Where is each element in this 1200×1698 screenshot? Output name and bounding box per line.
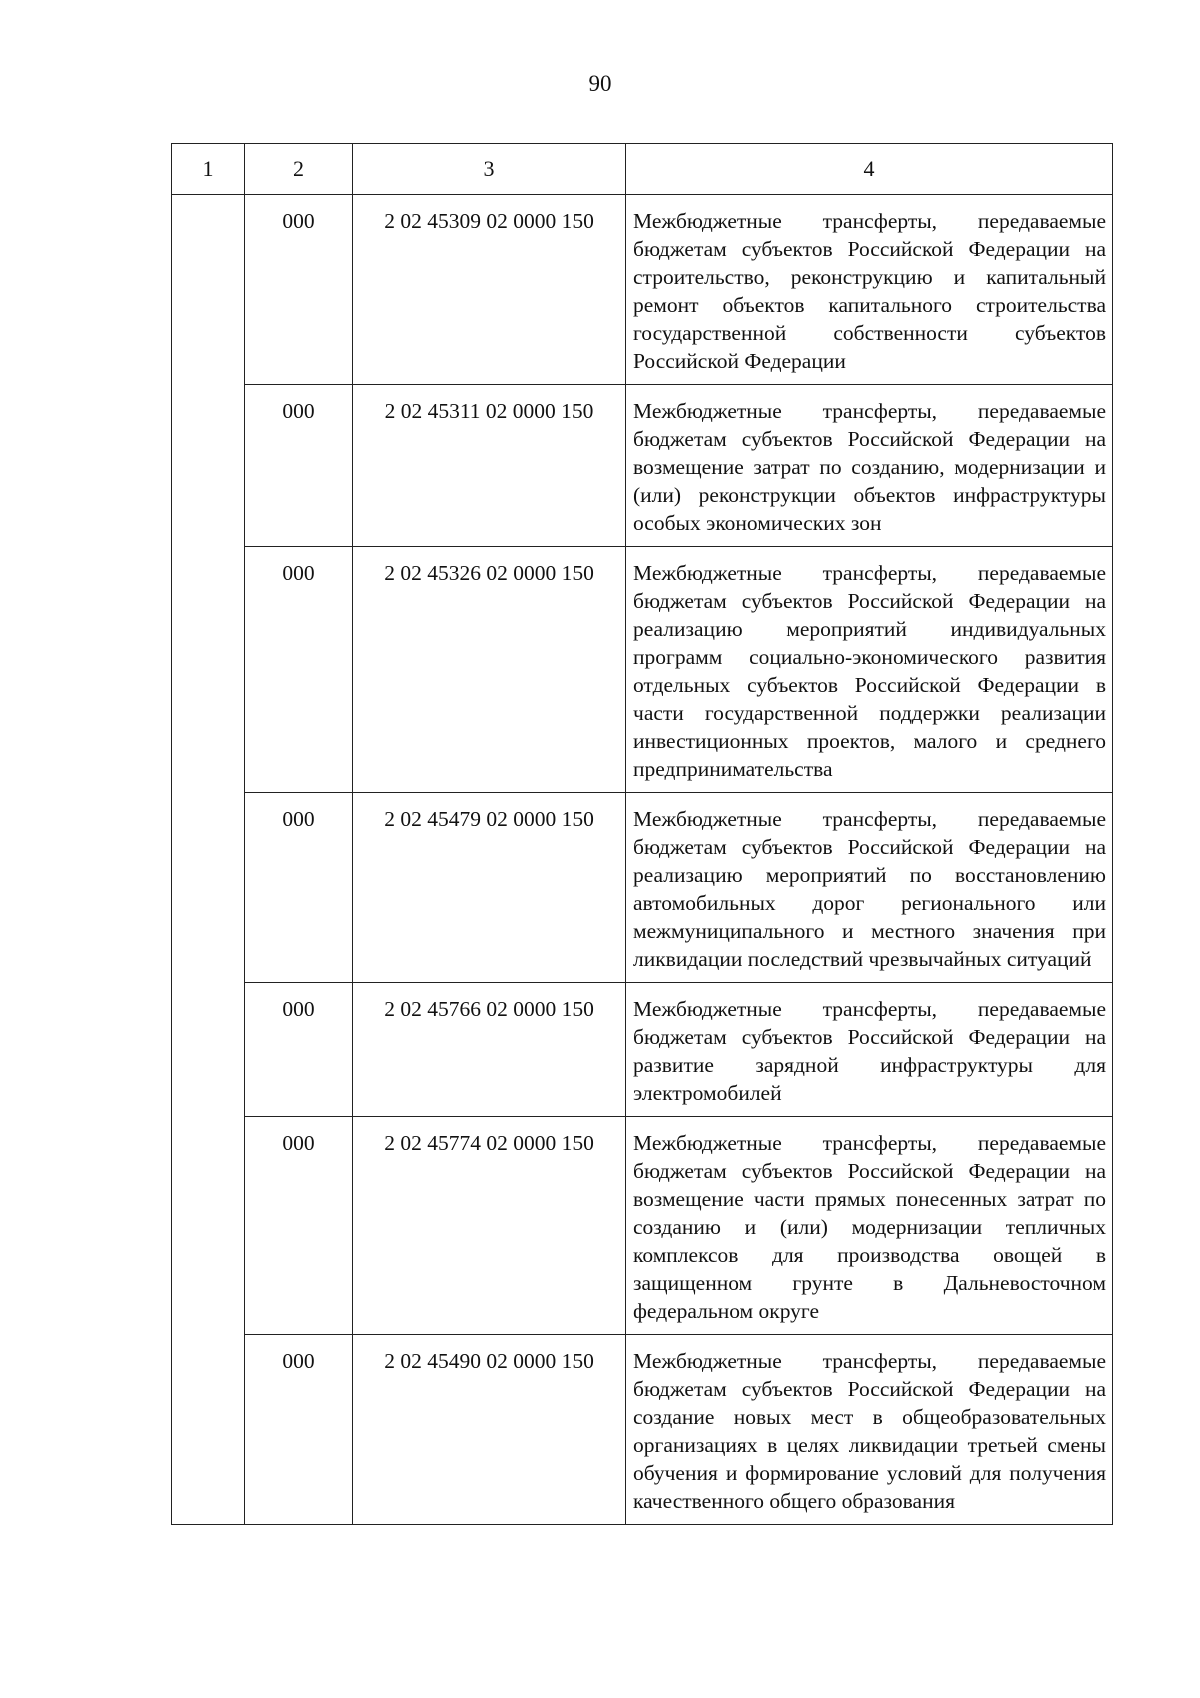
admin-code-cell: 000 [245, 385, 353, 547]
admin-code-cell: 000 [245, 1335, 353, 1525]
budget-code-cell: 2 02 45326 02 0000 150 [353, 547, 626, 793]
description-cell: Межбюджетные трансферты, передаваемые бюджетам субъектов Российской Федерации на строительство, реконструкцию и капитальный ремонт объектов капитального строительства государственной собственности субъектов Российской Федерации [626, 195, 1113, 385]
budget-code-cell: 2 02 45766 02 0000 150 [353, 983, 626, 1117]
table-header-row [172, 144, 1113, 195]
description-cell: Межбюджетные трансферты, передаваемые бюджетам субъектов Российской Федерации на развитие зарядной инфраструктуры для электромобилей [626, 983, 1113, 1117]
admin-code-cell: 000 [245, 1117, 353, 1335]
table-row [172, 983, 1113, 1117]
table-row [172, 547, 1113, 793]
table-row [172, 793, 1113, 983]
page-number: 90 [588, 71, 612, 96]
table-row [172, 1117, 1113, 1335]
budget-code-cell: 2 02 45309 02 0000 150 [353, 195, 626, 385]
table-row [172, 385, 1113, 547]
table-row [172, 195, 1113, 385]
table-row [172, 1335, 1113, 1525]
header-col-2: 2 [245, 144, 353, 195]
admin-code-cell: 000 [245, 195, 353, 385]
empty-first-column [172, 195, 245, 1525]
budget-code-cell: 2 02 45311 02 0000 150 [353, 385, 626, 547]
header-col-4: 4 [626, 144, 1113, 195]
description-cell: Межбюджетные трансферты, передаваемые бюджетам субъектов Российской Федерации на создание новых мест в общеобразовательных организациях в целях ликвидации третьей смены обучения и формирование условий для получения качественного общего образования [626, 1335, 1113, 1525]
description-cell: Межбюджетные трансферты, передаваемые бюджетам субъектов Российской Федерации на реализацию мероприятий индивидуальных программ социально-экономического развития отдельных субъектов Российской Федерации в части государственной поддержки реализации инвестиционных проектов, малого и среднего предпринимательства [626, 547, 1113, 793]
budget-code-cell: 2 02 45479 02 0000 150 [353, 793, 626, 983]
header-col-3: 3 [353, 144, 626, 195]
admin-code-cell: 000 [245, 983, 353, 1117]
description-cell: Межбюджетные трансферты, передаваемые бюджетам субъектов Российской Федерации на возмещение части прямых понесенных затрат по созданию и (или) модернизации тепличных комплексов для производства овощей в защищенном грунте в Дальневосточном федеральном округе [626, 1117, 1113, 1335]
description-cell: Межбюджетные трансферты, передаваемые бюджетам субъектов Российской Федерации на возмещение затрат по созданию, модернизации и (или) реконструкции объектов инфраструктуры особых экономических зон [626, 385, 1113, 547]
admin-code-cell: 000 [245, 793, 353, 983]
budget-codes-table [171, 143, 1113, 1525]
header-col-1: 1 [172, 144, 245, 195]
admin-code-cell: 000 [245, 547, 353, 793]
description-cell: Межбюджетные трансферты, передаваемые бюджетам субъектов Российской Федерации на реализацию мероприятий по восстановлению автомобильных дорог регионального или межмуниципального и местного значения при ликвидации последствий чрезвычайных ситуаций [626, 793, 1113, 983]
budget-code-cell: 2 02 45490 02 0000 150 [353, 1335, 626, 1525]
budget-code-cell: 2 02 45774 02 0000 150 [353, 1117, 626, 1335]
